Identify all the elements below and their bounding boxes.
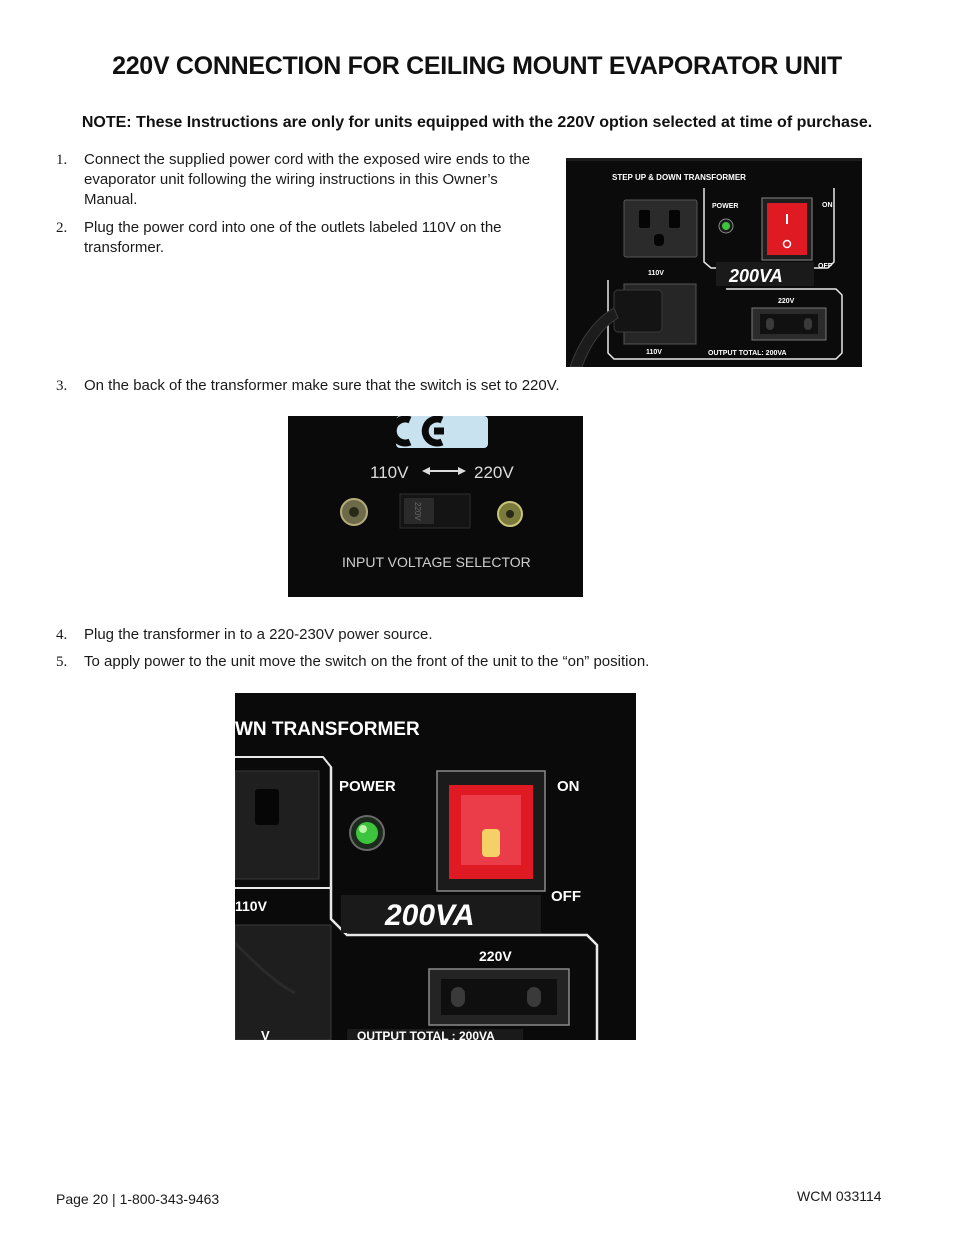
photo3-on-label: ON — [557, 778, 580, 795]
note-label: NOTE: — [81, 114, 132, 131]
photo1-va-label: 200VA — [729, 266, 783, 286]
step-text: To apply power to the unit move the switch on the front of the unit to the “on” position. — [84, 653, 650, 670]
photo3-off-label: OFF — [551, 888, 581, 905]
photo1-110v-top: 110V — [648, 270, 664, 277]
footer-doc-code: WCM 033114 — [797, 1188, 882, 1204]
step-number: 3. — [56, 378, 68, 394]
step-number: 5. — [56, 654, 68, 670]
note-text: These Instructions are only for units equipped with the 220V option selected at time of purchase. — [131, 114, 873, 131]
step-text: On the back of the transformer make sure that the switch is set to 220V. — [84, 377, 560, 394]
photo3-110v-label: 110V — [235, 898, 267, 914]
transformer-front-image — [566, 158, 862, 367]
step-text: Plug the power cord into one of the outlets labeled 110V on the transformer. — [84, 219, 502, 256]
step-text: Plug the transformer in to a 220-230V power source. — [84, 626, 433, 643]
voltage-selector-image — [288, 416, 583, 597]
transformer-front-photo — [566, 158, 862, 367]
step-text: Connect the supplied power cord with the exposed wire ends to the evaporator unit following the wiring instructions in this Owner’s Manual. — [84, 151, 531, 208]
page-title: 220V CONNECTION FOR CEILING MOUNT EVAPORATOR UNIT — [112, 52, 842, 80]
transformer-on-photo — [235, 693, 636, 1040]
photo3-va-label: 200VA — [385, 899, 475, 932]
photo3-output-label: OUTPUT TOTAL : 200VA — [357, 1029, 495, 1040]
photo1-power-label: POWER — [712, 203, 739, 210]
step-2 — [56, 218, 546, 260]
step-number: 4. — [56, 627, 68, 643]
photo2-selector-label: INPUT VOLTAGE SELECTOR — [342, 554, 531, 570]
photo3-partial-label: V — [261, 1028, 270, 1040]
photo3-power-label: POWER — [339, 778, 396, 795]
photo1-on-label: ON — [822, 202, 833, 209]
photo3-header: WN TRANSFORMER — [235, 719, 420, 740]
photo2-switch-label: 220V — [413, 502, 422, 521]
photo2-220v-label: 220V — [474, 463, 514, 482]
step-5 — [56, 652, 756, 674]
power-led-icon — [356, 822, 378, 844]
photo3-220v-label: 220V — [479, 948, 512, 964]
step-4 — [56, 625, 676, 647]
step-number: 1. — [56, 152, 68, 168]
power-led-icon — [722, 222, 730, 230]
photo1-220v-label: 220V — [778, 298, 795, 305]
step-1 — [56, 150, 536, 212]
step-number: 2. — [56, 220, 68, 236]
photo2-110v-label: 110V — [370, 463, 409, 482]
photo1-110v-bottom: 110V — [646, 349, 662, 356]
photo1-header: STEP UP & DOWN TRANSFORMER — [612, 173, 746, 182]
step-3 — [56, 376, 676, 398]
note — [0, 114, 954, 132]
transformer-on-image — [235, 693, 636, 1040]
photo1-off-label: OFF — [818, 263, 832, 270]
photo1-output-label: OUTPUT TOTAL: 200VA — [708, 350, 787, 357]
footer-page-phone: Page 20 | 1-800-343-9463 — [56, 1191, 220, 1207]
voltage-selector-photo — [288, 416, 583, 597]
